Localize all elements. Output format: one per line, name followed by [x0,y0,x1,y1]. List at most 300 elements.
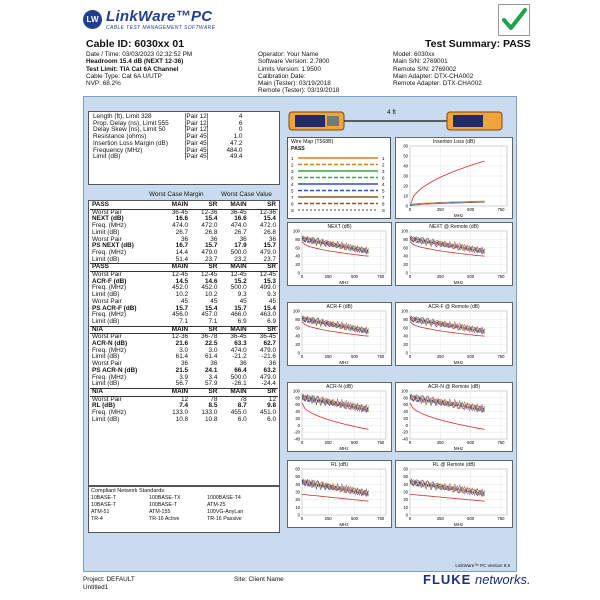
wire-pin-label-remote: 7 [382,195,385,200]
panel-version-footer: LinkWare™ PC Version 9.9 [455,563,510,568]
row-value: 451.0 [260,409,276,417]
wire-pin-label-remote: 6 [382,175,385,181]
next-remote-chart-title: NEXT @ Remote (dB) [429,224,479,230]
row-value: 15.2 [234,277,247,285]
x-tick-label: 500 [467,207,475,212]
summary-pair: [Pair 12] [184,119,209,127]
row-value: 56.7 [175,380,189,388]
header-cell: SR [190,202,219,209]
site-name: Site: Client Name [234,576,284,583]
y-tick-label: 60 [403,466,408,472]
row-value: 12-45 [201,271,218,279]
x-tick-label: 500 [351,274,358,279]
y-tick-label: 60 [403,143,408,149]
network-standard: 100VG-AnyLan [207,509,244,515]
x-tick-label: 500 [467,274,475,279]
row-value: 21.5 [175,366,189,374]
network-standard: ATM-25 [207,502,226,508]
y-tick-label: 100 [401,308,408,314]
y-tick-label: 20 [295,415,300,421]
row-value: 479.0 [201,248,218,256]
y-tick-label: 80 [295,316,300,322]
calibration-date: Calibration Date: [258,72,306,80]
y-tick-label: 60 [295,466,300,472]
x-tick-label: 250 [436,207,444,212]
row-value: 45 [180,297,189,305]
row-value: 12 [268,395,276,403]
x-tick-label: 250 [436,440,444,445]
y-tick-label: 100 [293,228,300,234]
summary-value: 4 [238,113,243,120]
row-value: 12-45 [230,271,247,279]
row-value: 500.0 [230,373,247,381]
row-label: ACR-N (dB) [92,340,128,348]
x-tick-label: 0 [408,207,412,212]
linkware-logo-title: LinkWare™PC [106,8,213,25]
summary-pair: [Pair 45] [184,146,209,154]
y-tick-label: 60 [295,402,300,408]
row-value: 500.0 [230,284,247,292]
x-tick-label: 500 [351,354,358,359]
row-value: 452.0 [201,284,218,292]
summary-pair: [Pair 45] [184,139,209,147]
header-cell: MAIN [161,202,190,209]
x-tick-label: 250 [324,516,332,521]
wire-map-title: Wire Map (T568B) [291,139,334,145]
headroom: Headroom 15.4 dB (NEXT 12-36) [86,58,184,66]
x-tick-label: 0 [300,354,304,359]
row-value: 36-45 [230,333,247,341]
insertion-loss-title: Insertion Loss (dB) [433,139,475,145]
network-standard: 10BASE-T [91,502,117,508]
row-value: 63.2 [263,366,276,374]
test-summary: Test Summary: PASS [425,38,531,50]
y-tick-label: 10 [295,504,300,510]
row-value: 452.0 [172,284,189,292]
row-value: 23.7 [204,255,218,263]
wire-map [287,137,391,219]
summary-table [91,114,244,161]
row-value: 15.4 [204,215,218,223]
row-label: PS NEXT (dB) [92,242,134,250]
worst-case-grid [90,202,278,424]
y-tick-label: 100 [401,228,408,234]
plot-area [302,311,386,353]
wire-pin-label-main: 5 [291,188,294,194]
row-value: 36-45 [230,208,247,216]
test-limit: Test Limit: TIA Cat 6A Channel [86,65,179,73]
row-value: 456.0 [172,311,189,319]
header-cell: MAIN [161,326,190,334]
row-value: 14.5 [175,277,189,285]
summary-measurements [88,111,280,185]
acrn-remote-chart [395,382,513,452]
x-axis-label: MHz [339,522,349,527]
header-cell: SR [249,202,278,209]
wire-pin-label-main: 4 [291,182,294,187]
y-tick-label: 60 [295,325,300,331]
next-remote-chart [395,222,513,286]
x-tick-label: 0 [300,274,304,279]
y-tick-label: 80 [403,395,408,401]
y-tick-label: 40 [403,409,408,415]
wire-pin-label-main: 1 [291,156,294,161]
worst-case-margin-header: Worst Case Margin [149,191,204,198]
wire-pin-label-main: 6 [291,175,294,181]
row-label: Freq. (MHz) [92,373,127,381]
wire-pin-label-remote: 5 [382,188,385,194]
summary-value: 47.2 [230,139,243,147]
y-tick-label: 30 [295,489,300,495]
row-value: 499.0 [260,284,276,292]
summary-pair: [Pair 45] [184,133,209,141]
header-cell: SR [190,388,219,396]
row-value: 36 [210,235,218,243]
row-value: 61.4 [204,353,218,361]
row-value: 15.7 [263,242,276,250]
summary-label: Resistance (ohms) [93,133,147,141]
row-value: 10.2 [204,291,218,299]
row-label: Limit (dB) [92,415,120,423]
nvp: NVP: 68.2% [86,80,121,88]
header-cell: PASS [90,202,161,209]
row-label: PS ACR-N (dB) [92,366,138,374]
row-value: 26.7 [175,228,189,236]
row-value: 12-45 [259,271,276,279]
y-tick-label: 20 [295,497,300,503]
y-tick-label: 30 [403,173,408,179]
worst-case-row [90,417,278,424]
x-tick-label: 0 [300,516,304,521]
y-tick-label: 60 [403,325,408,331]
networks-brand: networks. [474,572,531,587]
row-value: 8.7 [237,402,247,410]
row-value: 9.8 [267,402,276,410]
y-tick-label: -40 [401,436,408,442]
y-tick-label: 10 [403,193,408,199]
header-cell: SR [190,264,219,272]
model: Model: 6030xx [393,51,435,58]
row-value: 10.8 [204,415,218,423]
rl-remote-chart [395,460,513,528]
x-tick-label: 500 [467,516,475,521]
row-value: 12-36 [201,208,218,216]
header-cell: MAIN [219,326,248,334]
x-tick-label: 0 [408,516,412,521]
fluke-brand: FLUKE [423,572,472,587]
date-time: Date / Time: 03/03/2023 02:32:52 PM [86,51,193,58]
row-value: 474.0 [230,222,247,230]
x-axis-label: MHz [453,280,464,285]
x-tick-label: 0 [408,354,412,359]
row-label: Limit (dB) [92,380,120,388]
acrf-chart-title: ACR-F (dB) [326,304,353,310]
row-value: 133.0 [201,409,218,417]
x-tick-label: 750 [497,354,505,359]
summary-pair: [Pair 12] [184,126,209,134]
acrn-chart [287,382,392,452]
row-value: 61.4 [175,353,189,361]
row-value: 12-36 [259,208,276,216]
x-tick-label: 250 [436,354,444,359]
y-tick-label: 20 [403,342,408,348]
row-label: Worst Pair [92,235,122,243]
row-value: 472.0 [260,222,276,230]
y-tick-label: 60 [403,245,408,251]
network-standard: 100BASE-T [149,502,177,508]
header-cell: MAIN [219,202,248,209]
wire-pin-label-main: 2 [291,162,294,168]
header-cell: MAIN [219,264,248,272]
main-sn: Main S/N: 2769001 [393,58,448,66]
row-value: 17.9 [234,242,247,250]
y-tick-label: 40 [295,253,300,259]
row-value: 23.7 [263,255,276,263]
y-tick-label: 80 [403,236,408,242]
row-value: 78 [239,395,247,403]
header-cell: MAIN [161,264,190,272]
y-tick-label: 50 [295,474,300,480]
y-tick-label: 0 [297,422,300,428]
row-value: 14.6 [204,277,218,285]
row-label: NEXT (dB) [92,215,124,223]
worst-case-table [88,200,280,486]
row-label: Freq. (MHz) [92,311,127,319]
y-tick-label: 40 [403,163,408,169]
x-tick-label: 250 [324,440,332,445]
x-axis-label: MHz [453,360,464,365]
x-tick-label: 500 [467,440,475,445]
y-tick-label: 0 [405,270,408,276]
row-value: 36 [180,235,189,243]
next-chart-title: NEXT (dB) [327,224,352,230]
row-value: 36-45 [171,208,189,216]
x-tick-label: 750 [377,440,385,445]
wire-pin-label-remote: 2 [382,162,385,168]
cable-length-label: 4 ft [387,109,396,116]
wire-pin-label-remote: 1 [382,156,385,161]
row-value: 23.2 [234,255,247,263]
row-value: 36-78 [201,333,218,341]
row-value: 500.0 [230,248,247,256]
x-tick-label: 750 [377,516,385,521]
linkware-logo-badge: LW [83,10,102,29]
summary-label: Delay Skew (ns), Limit 50 [93,126,166,134]
row-value: 16.6 [175,215,189,223]
row-value: 45 [210,297,218,305]
summary-value: 49.4 [230,153,243,161]
header-cell: SR [249,326,278,334]
row-value: 474.0 [172,222,189,230]
x-tick-label: 750 [497,440,505,445]
x-tick-label: 750 [377,354,385,359]
row-value: 10.2 [175,291,189,299]
row-value: 26.7 [234,228,247,236]
x-tick-label: 0 [408,440,412,445]
wire-pin-label-main: 7 [291,195,294,200]
summary-pair: [Pair 45] [184,153,209,161]
insertion-loss-chart [395,137,513,219]
y-tick-label: 40 [403,481,408,487]
wire-pin-label-main: 8 [291,201,294,207]
row-value: 26.8 [204,228,218,236]
remote-adapter: Remote Adapter: DTX-CHA002 [393,80,482,88]
project-name: Project: DEFAULT [83,576,135,583]
row-label: Limit (dB) [92,291,120,299]
row-value: 474.0 [230,346,247,354]
row-value: 15.7 [234,304,247,312]
row-value: 51.4 [175,255,189,263]
y-tick-label: 20 [403,262,408,268]
row-value: 36 [239,360,247,368]
x-tick-label: 250 [324,274,332,279]
y-tick-label: 0 [297,350,300,356]
row-value: 62.7 [263,340,276,348]
worst-case-value-header: Worst Case Value [221,191,272,198]
acrn-chart-title: ACR-N (dB) [326,384,353,390]
row-value: 15.4 [263,304,276,312]
row-value: 57.9 [204,380,218,388]
row-label: PS ACR-F (dB) [92,304,137,312]
row-value: 66.4 [234,366,247,374]
wire-pin-label-remote: 3 [382,169,385,174]
calibration-main: Main (Tester): 03/19/2018 [258,80,331,88]
header-right-info [393,51,482,87]
row-value: 479.0 [260,373,276,381]
row-value: 457.0 [201,311,218,319]
row-value: 15.7 [204,242,218,250]
network-standard: TR-4 [91,516,103,522]
row-value: 3.4 [208,373,218,381]
summary-label: Prop. Delay (ns), Limit 555 [93,119,169,127]
x-axis-label: MHz [453,213,464,218]
y-tick-label: 40 [295,333,300,339]
y-tick-label: -40 [293,436,300,442]
y-tick-label: 0 [297,512,300,518]
rl-chart [287,460,392,528]
y-tick-label: -20 [401,429,408,435]
row-value: 16.7 [175,242,189,250]
row-value: 21.6 [175,340,189,348]
cable-type: Cable Type: Cat 6A U/UTP [86,72,162,80]
summary-label: Frequency (MHz) [93,146,143,154]
row-value: 7.1 [208,317,218,325]
y-tick-label: 80 [403,316,408,322]
row-label: Freq. (MHz) [92,248,127,256]
next-chart [287,222,392,286]
x-axis-label: MHz [339,280,349,285]
rl-remote-chart-title: RL @ Remote (dB) [432,462,476,468]
row-value: -26.1 [232,380,247,388]
main-adapter: Main Adapter: DTX-CHA002 [393,72,474,80]
y-tick-label: 20 [295,262,300,268]
network-standard: 10BASE-T [91,495,117,501]
wire-map-result: PASS [291,146,305,152]
y-tick-label: 20 [403,415,408,421]
header-cell: N/A [90,388,161,396]
network-standard: TR-16 Passive [207,516,242,522]
fluke-networks-logo [423,572,531,587]
row-value: 7.4 [179,402,189,410]
row-value: 8.5 [208,402,218,410]
row-label: Freq. (MHz) [92,346,127,354]
y-tick-label: 60 [403,402,408,408]
summary-value: 6 [238,119,243,127]
row-label: Limit (dB) [92,228,120,236]
row-value: 466.0 [230,311,247,319]
row-value: 3.9 [179,373,189,381]
row-value: 9.3 [237,291,247,299]
summary-label: Length (ft), Limit 328 [93,113,152,120]
row-value: 16.6 [234,215,247,223]
y-tick-label: 60 [295,245,300,251]
y-tick-label: 80 [295,395,300,401]
row-label: Worst Pair [92,297,122,305]
y-tick-label: 0 [405,203,408,209]
y-tick-label: 40 [403,333,408,339]
x-axis-label: MHz [339,446,349,451]
row-label: Limit (dB) [92,255,120,263]
header-cell: MAIN [219,388,248,396]
y-tick-label: 20 [403,183,408,189]
row-value: 15.7 [175,304,189,312]
networks-title: Compliant Network Standards: [91,488,166,494]
row-value: 479.0 [260,346,276,354]
row-label: Worst Pair [92,271,122,279]
row-value: 14.4 [175,248,189,256]
row-value: 36 [268,235,276,243]
plot-area [410,231,507,273]
header-cell: MAIN [161,388,190,396]
y-tick-label: 100 [293,308,300,314]
y-tick-label: 100 [293,388,300,394]
row-value: 12 [180,395,189,403]
header-cell: PASS [90,264,161,272]
y-tick-label: 10 [403,504,408,510]
row-label: Limit (dB) [92,353,120,361]
y-tick-label: 50 [403,153,408,159]
x-tick-label: 250 [324,354,332,359]
row-value: 36 [180,360,189,368]
wire-pin-label-remote: 8 [382,201,385,207]
plot-area [410,311,507,353]
header-cell: N/A [90,326,161,334]
x-tick-label: 0 [408,274,412,279]
compliant-networks [88,486,280,533]
summary-value: 484.0 [226,146,243,154]
header-cell: SR [190,326,219,334]
row-value: -21.2 [232,353,247,361]
row-value: 78 [210,395,218,403]
x-tick-label: 250 [436,274,444,279]
row-value: 36-45 [259,333,276,341]
row-label: Worst Pair [92,208,122,216]
calibration-remote: Remote (Tester): 03/19/2018 [258,87,340,95]
summary-label: Limit (dB) [93,153,121,161]
row-value: 3.0 [179,346,189,354]
header-cell: SR [249,264,278,272]
pass-check-icon [498,4,530,36]
y-tick-label: 20 [403,497,408,503]
row-value: 9.3 [267,291,276,299]
header-cell: SR [249,388,278,396]
summary-value: 1.0 [233,133,243,141]
y-tick-label: 0 [297,270,300,276]
summary-pair: [Pair 12] [184,113,209,120]
results-panel [83,96,517,572]
remote-sn: Remote S/N: 2769002 [393,65,457,73]
cable-id: Cable ID: 6030xx 01 [86,38,185,50]
